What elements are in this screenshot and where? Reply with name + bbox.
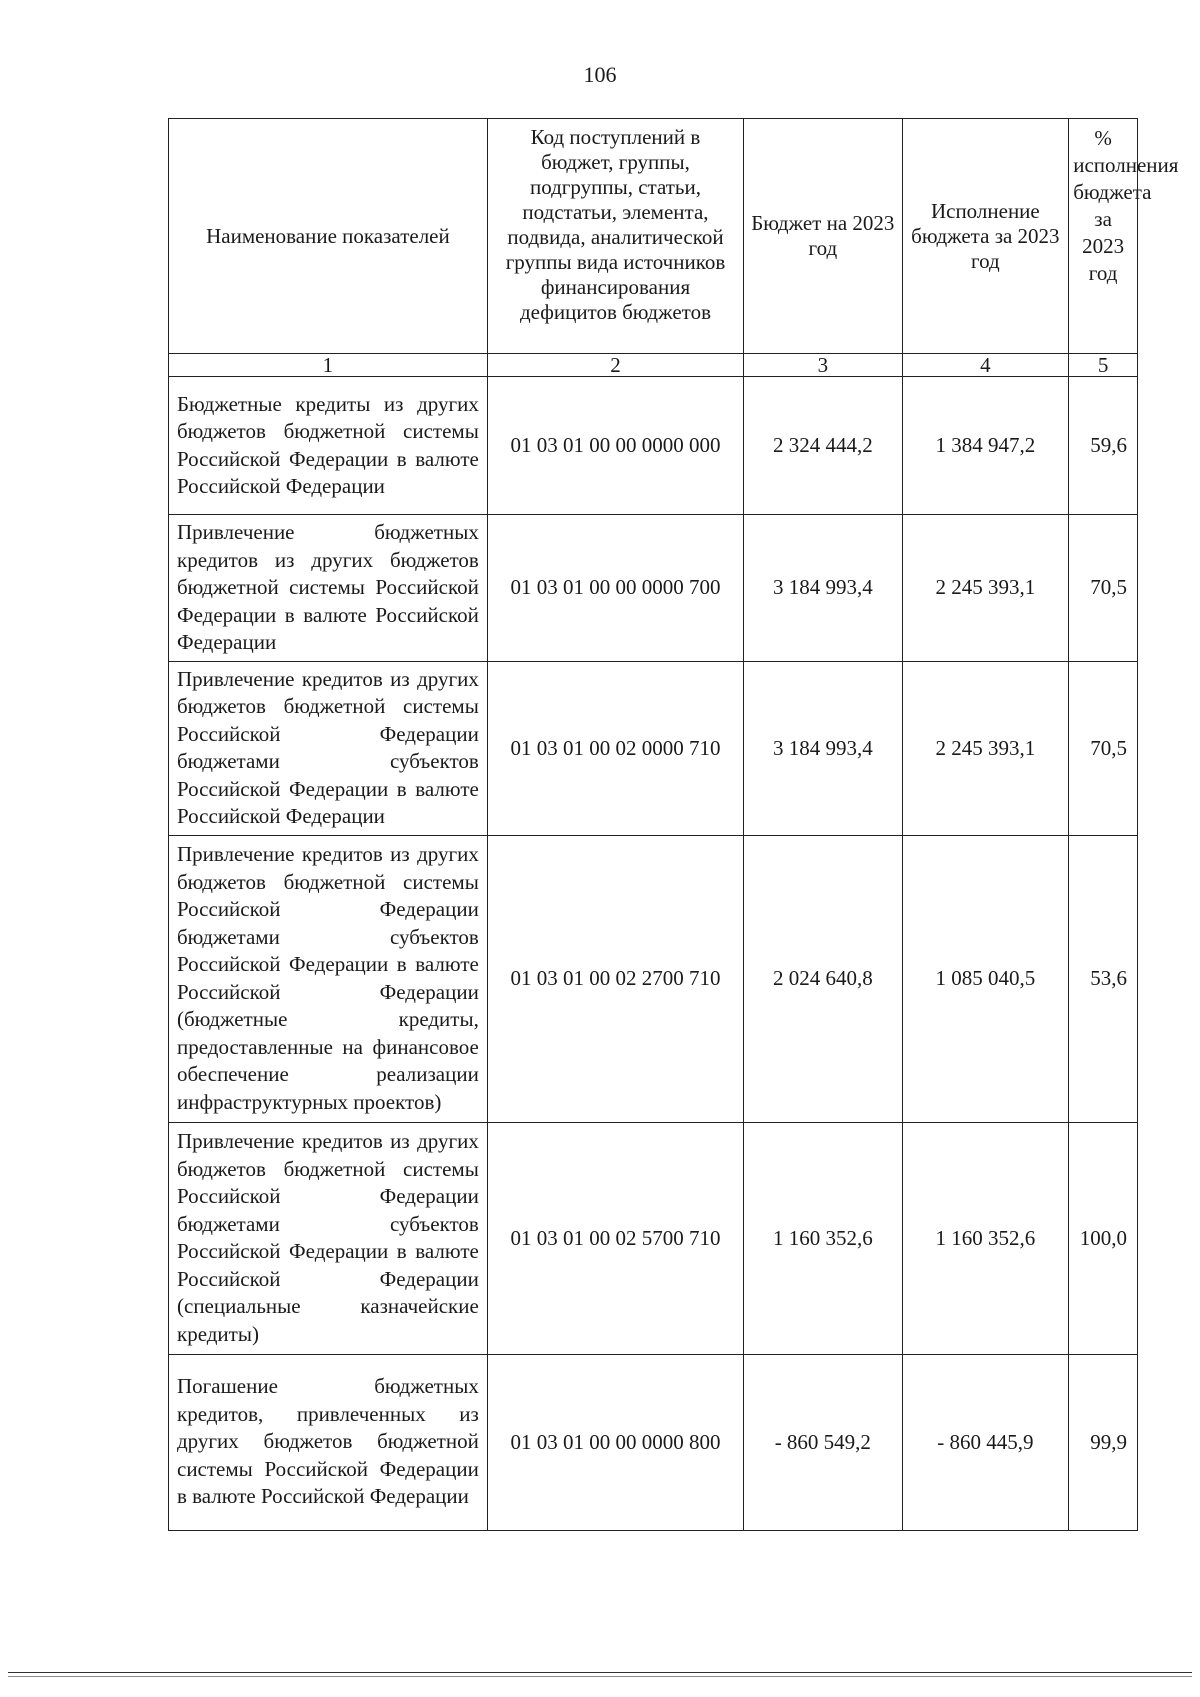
table-row [169, 661, 1138, 835]
row-percent: 100,0 [1069, 1122, 1138, 1354]
header-execution: Исполнение бюджета за 2023 год [902, 119, 1069, 354]
table-row [169, 1354, 1138, 1530]
row-budget: 2 324 444,2 [744, 377, 902, 515]
header-percent: % исполнения бюджета за 2023 год [1069, 119, 1138, 354]
footer-rule [8, 1676, 1192, 1677]
row-name: Привлечение кредитов из других бюджетов бюджетной системы Российской Федерации бюджетами субъектов Российской Федерации в валюте Российской Федерации [169, 661, 488, 835]
row-code: 01 03 01 00 00 0000 700 [487, 515, 743, 662]
table-header-row [169, 119, 1138, 354]
row-name: Привлечение кредитов из других бюджетов бюджетной системы Российской Федерации бюджетами субъектов Российской Федерации в валюте Российской Федерации (специальные казначейские кредиты) [169, 1122, 488, 1354]
header-code: Код поступлений в бюджет, группы, подгруппы, статьи, подстатьи, элемента, подвида, аналитической группы вида источников финансирования дефицитов бюджетов [487, 119, 743, 354]
row-execution: 1 160 352,6 [902, 1122, 1069, 1354]
row-execution: 1 384 947,2 [902, 377, 1069, 515]
row-budget: 3 184 993,4 [744, 661, 902, 835]
page-number: 106 [583, 62, 617, 87]
row-percent: 70,5 [1069, 515, 1138, 662]
column-number: 1 [169, 354, 488, 377]
row-budget: 3 184 993,4 [744, 515, 902, 662]
row-code: 01 03 01 00 00 0000 800 [487, 1354, 743, 1530]
budget-sources-table [168, 118, 1179, 1531]
table-row [169, 1122, 1138, 1354]
row-name: Бюджетные кредиты из других бюджетов бюджетной системы Российской Федерации в валюте Российской Федерации [169, 377, 488, 515]
column-number-row [169, 354, 1138, 377]
row-name: Привлечение бюджетных кредитов из других бюджетов бюджетной системы Российской Федерации в валюте Российской Федерации [169, 515, 488, 662]
header-name: Наименование показателей [169, 119, 488, 354]
column-number: 3 [744, 354, 902, 377]
row-budget: 2 024 640,8 [744, 835, 902, 1122]
row-code: 01 03 01 00 00 0000 000 [487, 377, 743, 515]
row-name: Привлечение кредитов из других бюджетов бюджетной системы Российской Федерации бюджетами субъектов Российской Федерации в валюте Российской Федерации (бюджетные кредиты, предоставленные на финансовое обеспечение реализации инфраструктурных проектов) [169, 835, 488, 1122]
row-budget: - 860 549,2 [744, 1354, 902, 1530]
column-number: 5 [1069, 354, 1138, 377]
row-execution: 2 245 393,1 [902, 515, 1069, 662]
table-row [169, 835, 1138, 1122]
table-row [169, 377, 1138, 515]
column-number: 4 [902, 354, 1069, 377]
row-percent: 70,5 [1069, 661, 1138, 835]
table-row [169, 515, 1138, 662]
header-budget: Бюджет на 2023 год [744, 119, 902, 354]
column-number: 2 [487, 354, 743, 377]
row-execution: 1 085 040,5 [902, 835, 1069, 1122]
row-percent: 53,6 [1069, 835, 1138, 1122]
row-execution: 2 245 393,1 [902, 661, 1069, 835]
row-name: Погашение бюджетных кредитов, привлеченных из других бюджетов бюджетной системы Российской Федерации в валюте Российской Федерации [169, 1354, 488, 1530]
row-budget: 1 160 352,6 [744, 1122, 902, 1354]
row-percent: 59,6 [1069, 377, 1138, 515]
row-percent: 99,9 [1069, 1354, 1138, 1530]
row-code: 01 03 01 00 02 0000 710 [487, 661, 743, 835]
row-execution: - 860 445,9 [902, 1354, 1069, 1530]
row-code: 01 03 01 00 02 2700 710 [487, 835, 743, 1122]
row-code: 01 03 01 00 02 5700 710 [487, 1122, 743, 1354]
footer-rule [8, 1672, 1192, 1673]
